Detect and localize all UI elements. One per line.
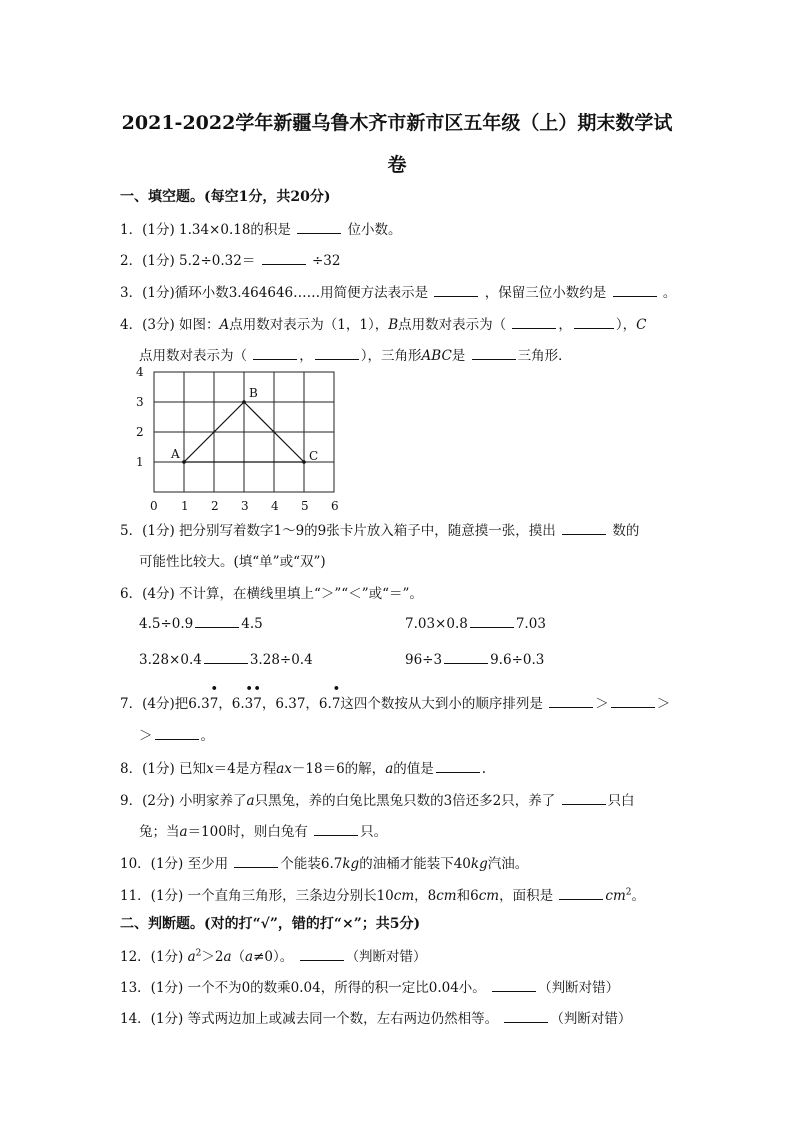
- question-14: 14．(1分) 等式两边加上或减去同一个数，左右两边仍然相等。 （判断对错）: [120, 1011, 632, 1027]
- x-tick-label: 6: [331, 499, 339, 513]
- section-heading-fill: 一、填空题。(每空1分，共20分): [120, 189, 331, 205]
- answer-blank[interactable]: [549, 695, 593, 708]
- answer-blank[interactable]: [195, 615, 239, 628]
- question-1: 1．(1分) 1.34×0.18的积是 位小数。: [120, 222, 402, 238]
- answer-blank[interactable]: [204, 651, 248, 664]
- question-9-line2: 兔；当a＝100时，则白兔有 只。: [139, 824, 388, 840]
- answer-blank[interactable]: [472, 347, 516, 360]
- answer-blank[interactable]: [470, 615, 514, 628]
- x-tick-label: 1: [181, 499, 189, 513]
- page-title-line2: 卷: [387, 154, 407, 176]
- point-label-a: A: [171, 447, 180, 461]
- repeating-digits: • • 37: [244, 682, 262, 712]
- answer-blank[interactable]: [253, 347, 297, 360]
- point-a: [182, 460, 186, 464]
- section-heading-judge: 二、判断题。(对的打“√”，错的打“×”；共5分): [120, 916, 421, 932]
- coordinate-grid: [134, 364, 349, 514]
- answer-blank[interactable]: [155, 727, 199, 740]
- x-tick-label: 4: [271, 499, 279, 513]
- answer-blank[interactable]: [262, 252, 306, 265]
- question-5-line2: 可能性比较大。(填“单”或“双”): [139, 554, 326, 570]
- y-tick-label: 3: [136, 395, 144, 409]
- x-tick-label: 2: [211, 499, 219, 513]
- question-7-line2: ＞ 。: [139, 728, 214, 744]
- x-tick-label: 5: [301, 499, 309, 513]
- question-10: 10．(1分) 至少用 个能装6.7kg的油桶才能装下40kg汽油。: [120, 856, 529, 872]
- coordinate-grid-figure: [134, 364, 349, 514]
- question-6: 6．(4分) 不计算，在横线里填上“＞”“＜”或“＝”。: [120, 586, 423, 602]
- point-b: [242, 400, 246, 404]
- answer-blank[interactable]: [613, 284, 657, 297]
- question-4-line2: 点用数对表示为（ ， ），三角形ABC是 三角形．: [139, 348, 572, 364]
- answer-blank[interactable]: [512, 316, 556, 329]
- answer-blank[interactable]: [315, 347, 359, 360]
- y-tick-label: 4: [136, 365, 144, 379]
- point-label-b: B: [249, 386, 258, 400]
- y-tick-label: 1: [136, 455, 144, 469]
- page-title-line1: 2021-2022学年新疆乌鲁木齐市新市区五年级（上）期末数学试: [121, 112, 673, 134]
- question-8: 8．(1分) 已知x＝4是方程ax－18＝6的解，a的值是 .: [120, 761, 487, 777]
- answer-blank[interactable]: [562, 792, 606, 805]
- comparison-4: 96÷3 9.6÷0.3: [405, 652, 545, 668]
- comparison-3: 3.28×0.4 3.28÷0.4: [139, 652, 313, 668]
- x-tick-label: 0: [150, 499, 158, 513]
- answer-blank[interactable]: [314, 823, 358, 836]
- answer-blank[interactable]: [436, 760, 480, 773]
- answer-blank[interactable]: [300, 948, 344, 961]
- question-2: 2．(1分) 5.2÷0.32＝ ÷32: [120, 253, 341, 269]
- y-tick-label: 2: [136, 425, 144, 439]
- answer-blank[interactable]: [559, 887, 603, 900]
- question-7: 7．(4分)把6.3 • 7，6. • • 37，6.37，6. • 7这四个数按从大到小的顺序排列是 ＞ ＞: [120, 682, 671, 712]
- question-3: 3．(1分)循环小数3.464646……用简便方法表示是 ，保留三位小数约是 。: [120, 285, 677, 301]
- question-11: 11．(1分) 一个直角三角形，三条边分别长10cm，8cm和6cm，面积是 $cm^2$。: [120, 887, 645, 904]
- repeating-digit: • 7: [331, 682, 341, 712]
- answer-blank[interactable]: [492, 979, 536, 992]
- x-tick-label: 3: [241, 499, 249, 513]
- question-12: 12．(1分) $a^2>2a(a\ne 0)$。 （判断对错）: [120, 948, 427, 965]
- comparison-2: 7.03×0.8 7.03: [405, 616, 546, 632]
- answer-blank[interactable]: [234, 855, 278, 868]
- answer-blank[interactable]: [297, 221, 341, 234]
- grid-lines: [154, 372, 334, 492]
- answer-blank[interactable]: [434, 284, 478, 297]
- answer-blank[interactable]: [574, 316, 614, 329]
- question-4: 4．(3分) 如图：A点用数对表示为（1，1），B点用数对表示为（ ， ），C: [120, 317, 647, 333]
- answer-blank[interactable]: [444, 651, 488, 664]
- answer-blank[interactable]: [504, 1010, 548, 1023]
- point-c: [302, 460, 306, 464]
- answer-blank[interactable]: [611, 695, 655, 708]
- question-13: 13．(1分) 一个不为0的数乘0.04，所得的积一定比0.04小。 （判断对错）: [120, 980, 620, 996]
- point-label-c: C: [309, 449, 319, 463]
- question-5: 5．(1分) 把分别写着数字1～9的9张卡片放入箱子中，随意摸一张，摸出 数的: [120, 523, 640, 539]
- answer-blank[interactable]: [562, 522, 606, 535]
- repeating-digit: • 7: [209, 682, 219, 712]
- question-9: 9．(2分) 小明家养了a只黑兔，养的白兔比黑兔只数的3倍还多2只，养了 只白: [120, 793, 635, 809]
- comparison-1: 4.5÷0.9 4.5: [139, 616, 263, 632]
